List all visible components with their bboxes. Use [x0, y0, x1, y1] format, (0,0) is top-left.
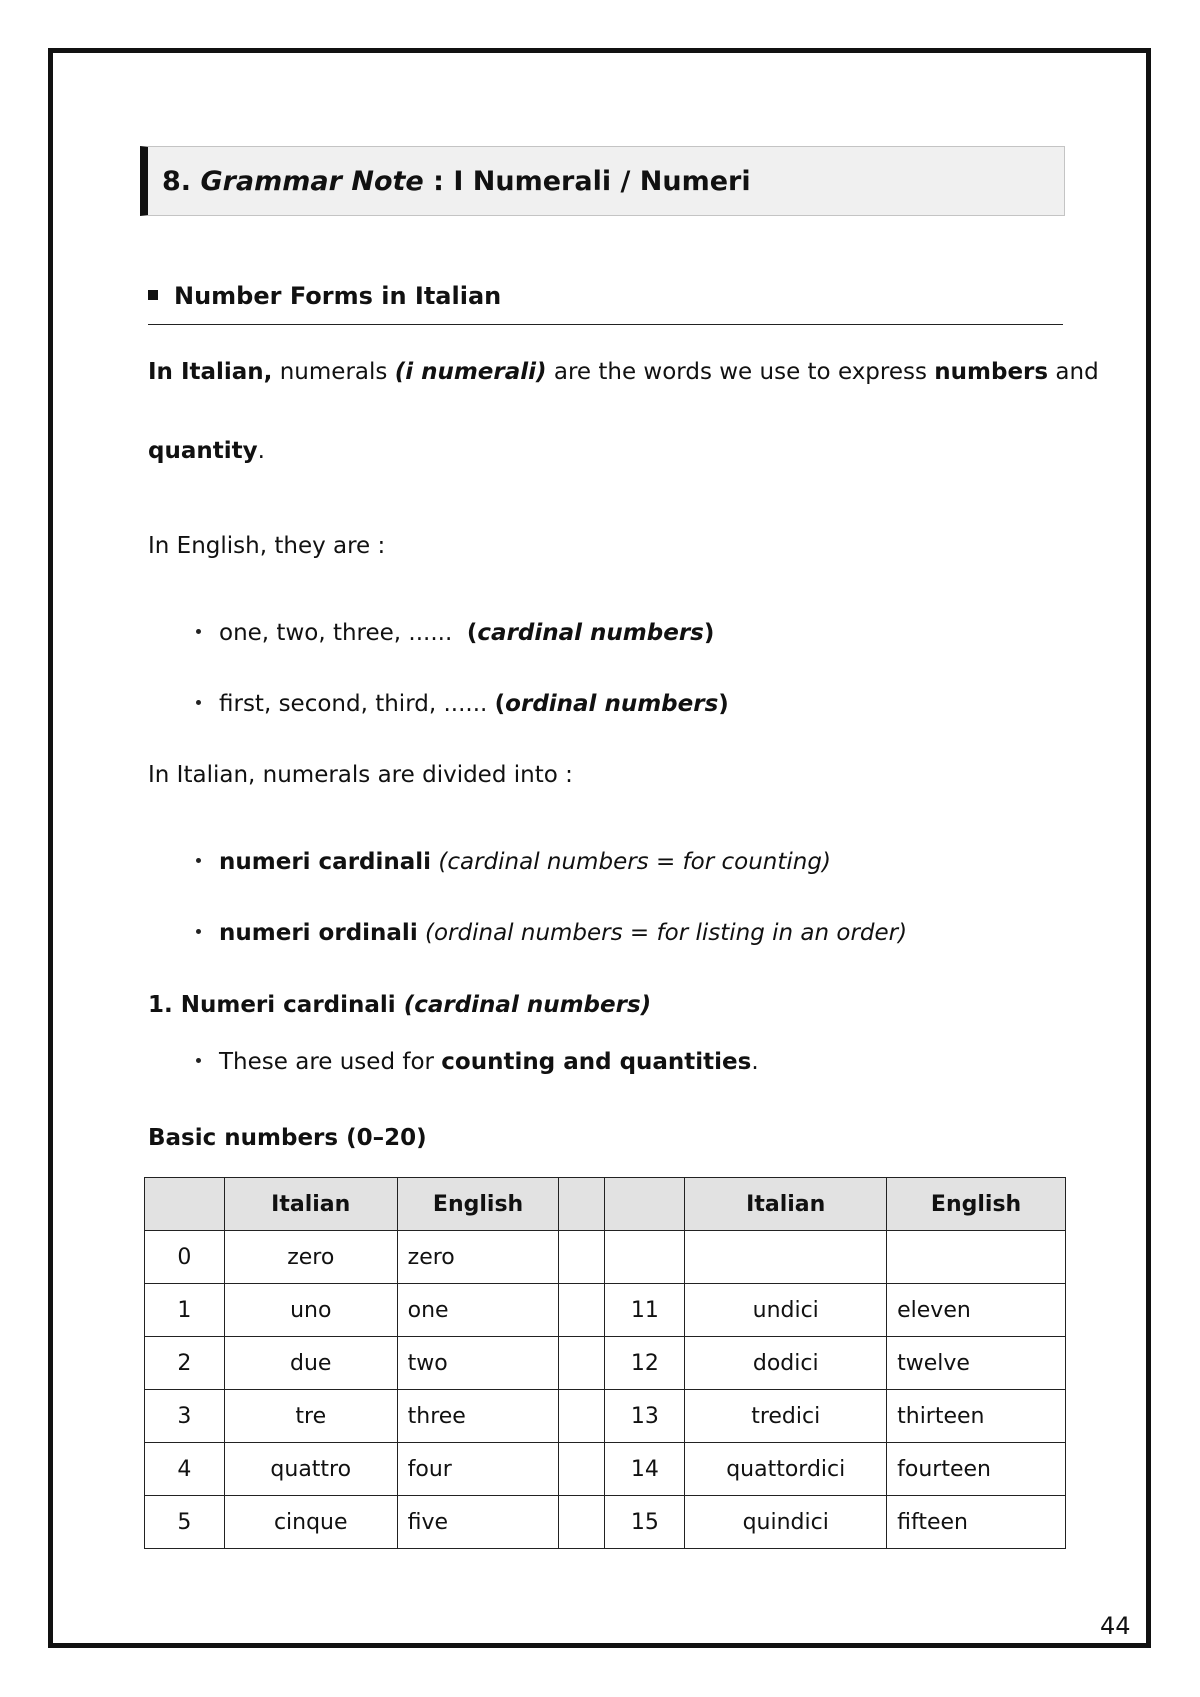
- table-cell: [559, 1496, 605, 1549]
- table-cell: undici: [685, 1284, 887, 1337]
- header-cell: Italian: [224, 1178, 397, 1231]
- intro-in-italian: In Italian,: [148, 359, 273, 385]
- header-cell: [145, 1178, 225, 1231]
- header-cell: English: [397, 1178, 559, 1231]
- subsection-title-italic: (cardinal numbers): [403, 992, 652, 1018]
- table-cell: [559, 1284, 605, 1337]
- table-title: Basic numbers (0–20): [148, 1125, 427, 1151]
- table-cell: zero: [397, 1231, 559, 1284]
- table-cell: quattro: [224, 1443, 397, 1496]
- page-number: 44: [1100, 1612, 1131, 1640]
- table-row: [145, 1231, 1066, 1284]
- grammar-note-heading: [140, 146, 1065, 216]
- table-cell: quattordici: [685, 1443, 887, 1496]
- table-cell: 3: [145, 1390, 225, 1443]
- table-cell: [559, 1390, 605, 1443]
- bullet-text: first, second, third, ......: [219, 691, 495, 717]
- square-bullet-icon: [148, 290, 158, 300]
- table-cell: two: [397, 1337, 559, 1390]
- intro-i-numerali: (i numerali): [394, 359, 547, 385]
- table-cell: [685, 1231, 887, 1284]
- table-cell: eleven: [887, 1284, 1066, 1337]
- table-cell: 4: [145, 1443, 225, 1496]
- intro-line-2: [148, 436, 265, 466]
- english-bullet-ordinal: [196, 689, 729, 719]
- header-cell: [605, 1178, 685, 1231]
- bullet-text: one, two, three, ......: [219, 620, 467, 646]
- intro-text: numerals: [272, 359, 395, 385]
- header-cell: English: [887, 1178, 1066, 1231]
- intro-line-1: [148, 357, 1099, 387]
- table-cell: twelve: [887, 1337, 1066, 1390]
- bullet-term: ordinal numbers: [505, 691, 719, 717]
- heading-number: 8.: [162, 165, 192, 197]
- section-title-text: Number Forms in Italian: [174, 282, 502, 310]
- table-cell: 5: [145, 1496, 225, 1549]
- table-cell: thirteen: [887, 1390, 1066, 1443]
- english-intro: In English, they are :: [148, 533, 386, 559]
- intro-numbers: numbers: [934, 359, 1049, 385]
- bullet-dot-icon: [196, 1058, 201, 1063]
- bullet-dot-icon: [196, 858, 201, 863]
- table-row: [145, 1390, 1066, 1443]
- table-header-row: [145, 1178, 1066, 1231]
- bullet-term: numeri cardinali: [219, 849, 432, 875]
- table-cell: fifteen: [887, 1496, 1066, 1549]
- section-title: [148, 282, 1063, 325]
- intro-period: .: [257, 438, 265, 464]
- table-cell: due: [224, 1337, 397, 1390]
- intro-quantity: quantity: [148, 438, 258, 464]
- table-cell: 2: [145, 1337, 225, 1390]
- table-row: [145, 1284, 1066, 1337]
- table-row: [145, 1443, 1066, 1496]
- subsection-title: [148, 990, 651, 1020]
- table-cell: three: [397, 1390, 559, 1443]
- paren-open: (: [494, 691, 506, 717]
- table-cell: 15: [605, 1496, 685, 1549]
- table-cell: 11: [605, 1284, 685, 1337]
- bullet-desc: (ordinal numbers = for listing in an order): [417, 920, 908, 946]
- italian-bullet-cardinali: [196, 847, 831, 877]
- heading-italic: Grammar Note: [200, 165, 424, 197]
- bullet-desc: (cardinal numbers = for counting): [431, 849, 831, 875]
- table-cell: tre: [224, 1390, 397, 1443]
- subsection-title-text: 1. Numeri cardinali: [148, 992, 404, 1018]
- table-cell: uno: [224, 1284, 397, 1337]
- bullet-term: numeri ordinali: [219, 920, 418, 946]
- table-cell: [605, 1231, 685, 1284]
- bullet-text: These are used for: [219, 1049, 442, 1075]
- bullet-dot-icon: [196, 929, 201, 934]
- table-cell: cinque: [224, 1496, 397, 1549]
- table-cell: [887, 1231, 1066, 1284]
- table-cell: tredici: [685, 1390, 887, 1443]
- table-cell: fourteen: [887, 1443, 1066, 1496]
- table-row: [145, 1496, 1066, 1549]
- heading-rest: I Numerali / Numeri: [453, 165, 751, 197]
- bullet-dot-icon: [196, 700, 201, 705]
- intro-and: and: [1048, 359, 1099, 385]
- table-cell: zero: [224, 1231, 397, 1284]
- english-bullet-cardinal: [196, 618, 714, 648]
- italian-intro: In Italian, numerals are divided into :: [148, 762, 573, 788]
- bullet-dot-icon: [196, 629, 201, 634]
- table-cell: 0: [145, 1231, 225, 1284]
- table-cell: four: [397, 1443, 559, 1496]
- bullet-term: cardinal numbers: [477, 620, 704, 646]
- table-cell: dodici: [685, 1337, 887, 1390]
- table-cell: one: [397, 1284, 559, 1337]
- table-cell: 1: [145, 1284, 225, 1337]
- bullet-bold: counting and quantities: [441, 1049, 752, 1075]
- table-cell: [559, 1443, 605, 1496]
- table-row: [145, 1337, 1066, 1390]
- heading-separator: :: [423, 165, 454, 197]
- italian-bullet-ordinali: [196, 918, 907, 948]
- table-cell: 12: [605, 1337, 685, 1390]
- header-cell: [559, 1178, 605, 1231]
- table-cell: 14: [605, 1443, 685, 1496]
- table-cell: five: [397, 1496, 559, 1549]
- paren-open: (: [466, 620, 478, 646]
- table-cell: 13: [605, 1390, 685, 1443]
- subsection-bullet: [196, 1047, 759, 1077]
- paren-close: ): [703, 620, 715, 646]
- header-cell: Italian: [685, 1178, 887, 1231]
- table-cell: [559, 1337, 605, 1390]
- bullet-period: .: [751, 1049, 759, 1075]
- table-cell: quindici: [685, 1496, 887, 1549]
- paren-close: ): [718, 691, 729, 717]
- intro-text-2: are the words we use to express: [546, 359, 935, 385]
- table-cell: [559, 1231, 605, 1284]
- numbers-table: [144, 1177, 1066, 1549]
